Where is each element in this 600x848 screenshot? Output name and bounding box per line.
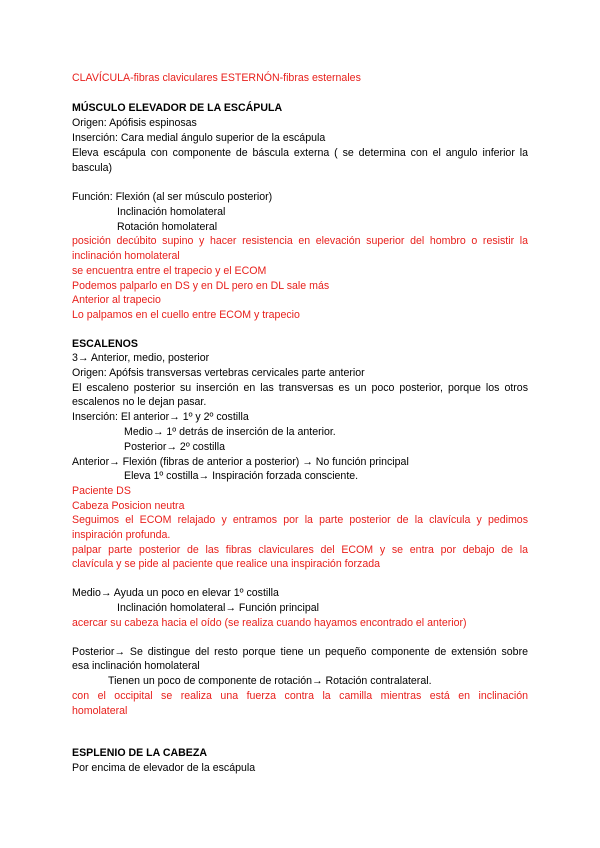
escalenos-medio-function: Medio→ Ayuda un poco en elevar 1º costilla — [72, 587, 279, 599]
escalenos-medio-function-2: Inclinación homolateral→ Función principal — [117, 602, 319, 614]
escalenos-patient-position: Paciente DS — [72, 485, 131, 497]
escalenos-palpation-1: Seguimos el ECOM relajado y entramos por la parte posterior de la clavícula y pedimos — [72, 514, 528, 526]
escalenos-types: 3→ Anterior, medio, posterior — [72, 352, 210, 364]
esplenio-location: Por encima de elevador de la escápula — [72, 762, 256, 774]
escalenos-palpation-2: palpar parte posterior de las fibras claviculares del ECOM y se entra por debajo de la — [72, 544, 528, 556]
escalenos-insertion-medio: Medio→ 1º detrás de inserción de la anterior. — [124, 426, 336, 438]
section-heading-elevador: MÚSCULO ELEVADOR DE LA ESCÁPULA — [72, 102, 283, 114]
section-heading-esplenio: ESPLENIO DE LA CABEZA — [72, 747, 207, 759]
clavicula-esternon-note: CLAVÍCULA-fibras claviculares ESTERNÓN-fibras esternales — [72, 72, 361, 84]
elevador-function-rotation: Rotación homolateral — [117, 221, 218, 233]
section-heading-escalenos: ESCALENOS — [72, 338, 138, 350]
elevador-palpation-neck: Lo palpamos en el cuello entre ECOM y trapecio — [72, 309, 300, 321]
escalenos-insertion-anterior: Inserción: El anterior→ 1º y 2º costilla — [72, 411, 249, 423]
escalenos-insertion-posterior: Posterior→ 2º costilla — [124, 441, 226, 453]
elevador-description-cont: bascula) — [72, 162, 113, 174]
elevador-function: Función: Flexión (al ser músculo posterior) — [72, 191, 273, 203]
elevador-description: Eleva escápula con componente de báscula externa ( se determina con el angulo inferior la — [72, 147, 528, 159]
escalenos-posterior-function-cont: esa inclinación homolateral — [72, 660, 200, 672]
elevador-origin: Origen: Apófisis espinosas — [72, 117, 197, 129]
elevador-anterior-trapecio: Anterior al trapecio — [72, 294, 161, 306]
escalenos-origin: Origen: Apófsis transversas vertebras cervicales parte anterior — [72, 367, 365, 379]
escalenos-head-position: Cabeza Posicion neutra — [72, 500, 185, 512]
elevador-insertion: Inserción: Cara medial ángulo superior de la escápula — [72, 132, 326, 144]
elevador-location: se encuentra entre el trapecio y el ECOM — [72, 265, 267, 277]
elevador-palpation-position-cont: inclinación homolateral — [72, 250, 180, 262]
elevador-function-inclination: Inclinación homolateral — [117, 206, 226, 218]
escalenos-anterior-function-2: Eleva 1º costilla→ Inspiración forzada consciente. — [124, 470, 359, 482]
escalenos-posterior-palpation-cont: homolateral — [72, 705, 128, 717]
escalenos-anterior-function: Anterior→ Flexión (fibras de anterior a posterior) → No función principal — [72, 456, 409, 468]
escalenos-posterior-palpation: con el occipital se realiza una fuerza contra la camilla mientras está en inclinación — [72, 690, 528, 702]
escalenos-palpation-2-cont: clavícula y se pide al paciente que realice una inspiración forzada — [72, 558, 380, 570]
escalenos-medio-palpation: acercar su cabeza hacia el oído (se realiza cuando hayamos encontrado el anterior) — [72, 617, 467, 629]
escalenos-posterior-function: Posterior→ Se distingue del resto porque tiene un pequeño componente de extensión sobre — [72, 646, 528, 658]
escalenos-palpation-1-cont: inspiración profunda. — [72, 529, 171, 541]
elevador-palpation-ds-dl: Podemos palparlo en DS y en DL pero en DL sale más — [72, 280, 330, 292]
escalenos-posterior-insertion-cont: escalenos no le dejan pasar. — [72, 396, 207, 408]
escalenos-posterior-rotation: Tienen un poco de componente de rotación→ Rotación contralateral. — [108, 675, 432, 687]
escalenos-posterior-insertion: El escaleno posterior su inserción en las transversas es un poco posterior, porque los otros — [72, 382, 528, 394]
elevador-palpation-position: posición decúbito supino y hacer resistencia en elevación superior del hombro o resistir la — [72, 235, 528, 247]
